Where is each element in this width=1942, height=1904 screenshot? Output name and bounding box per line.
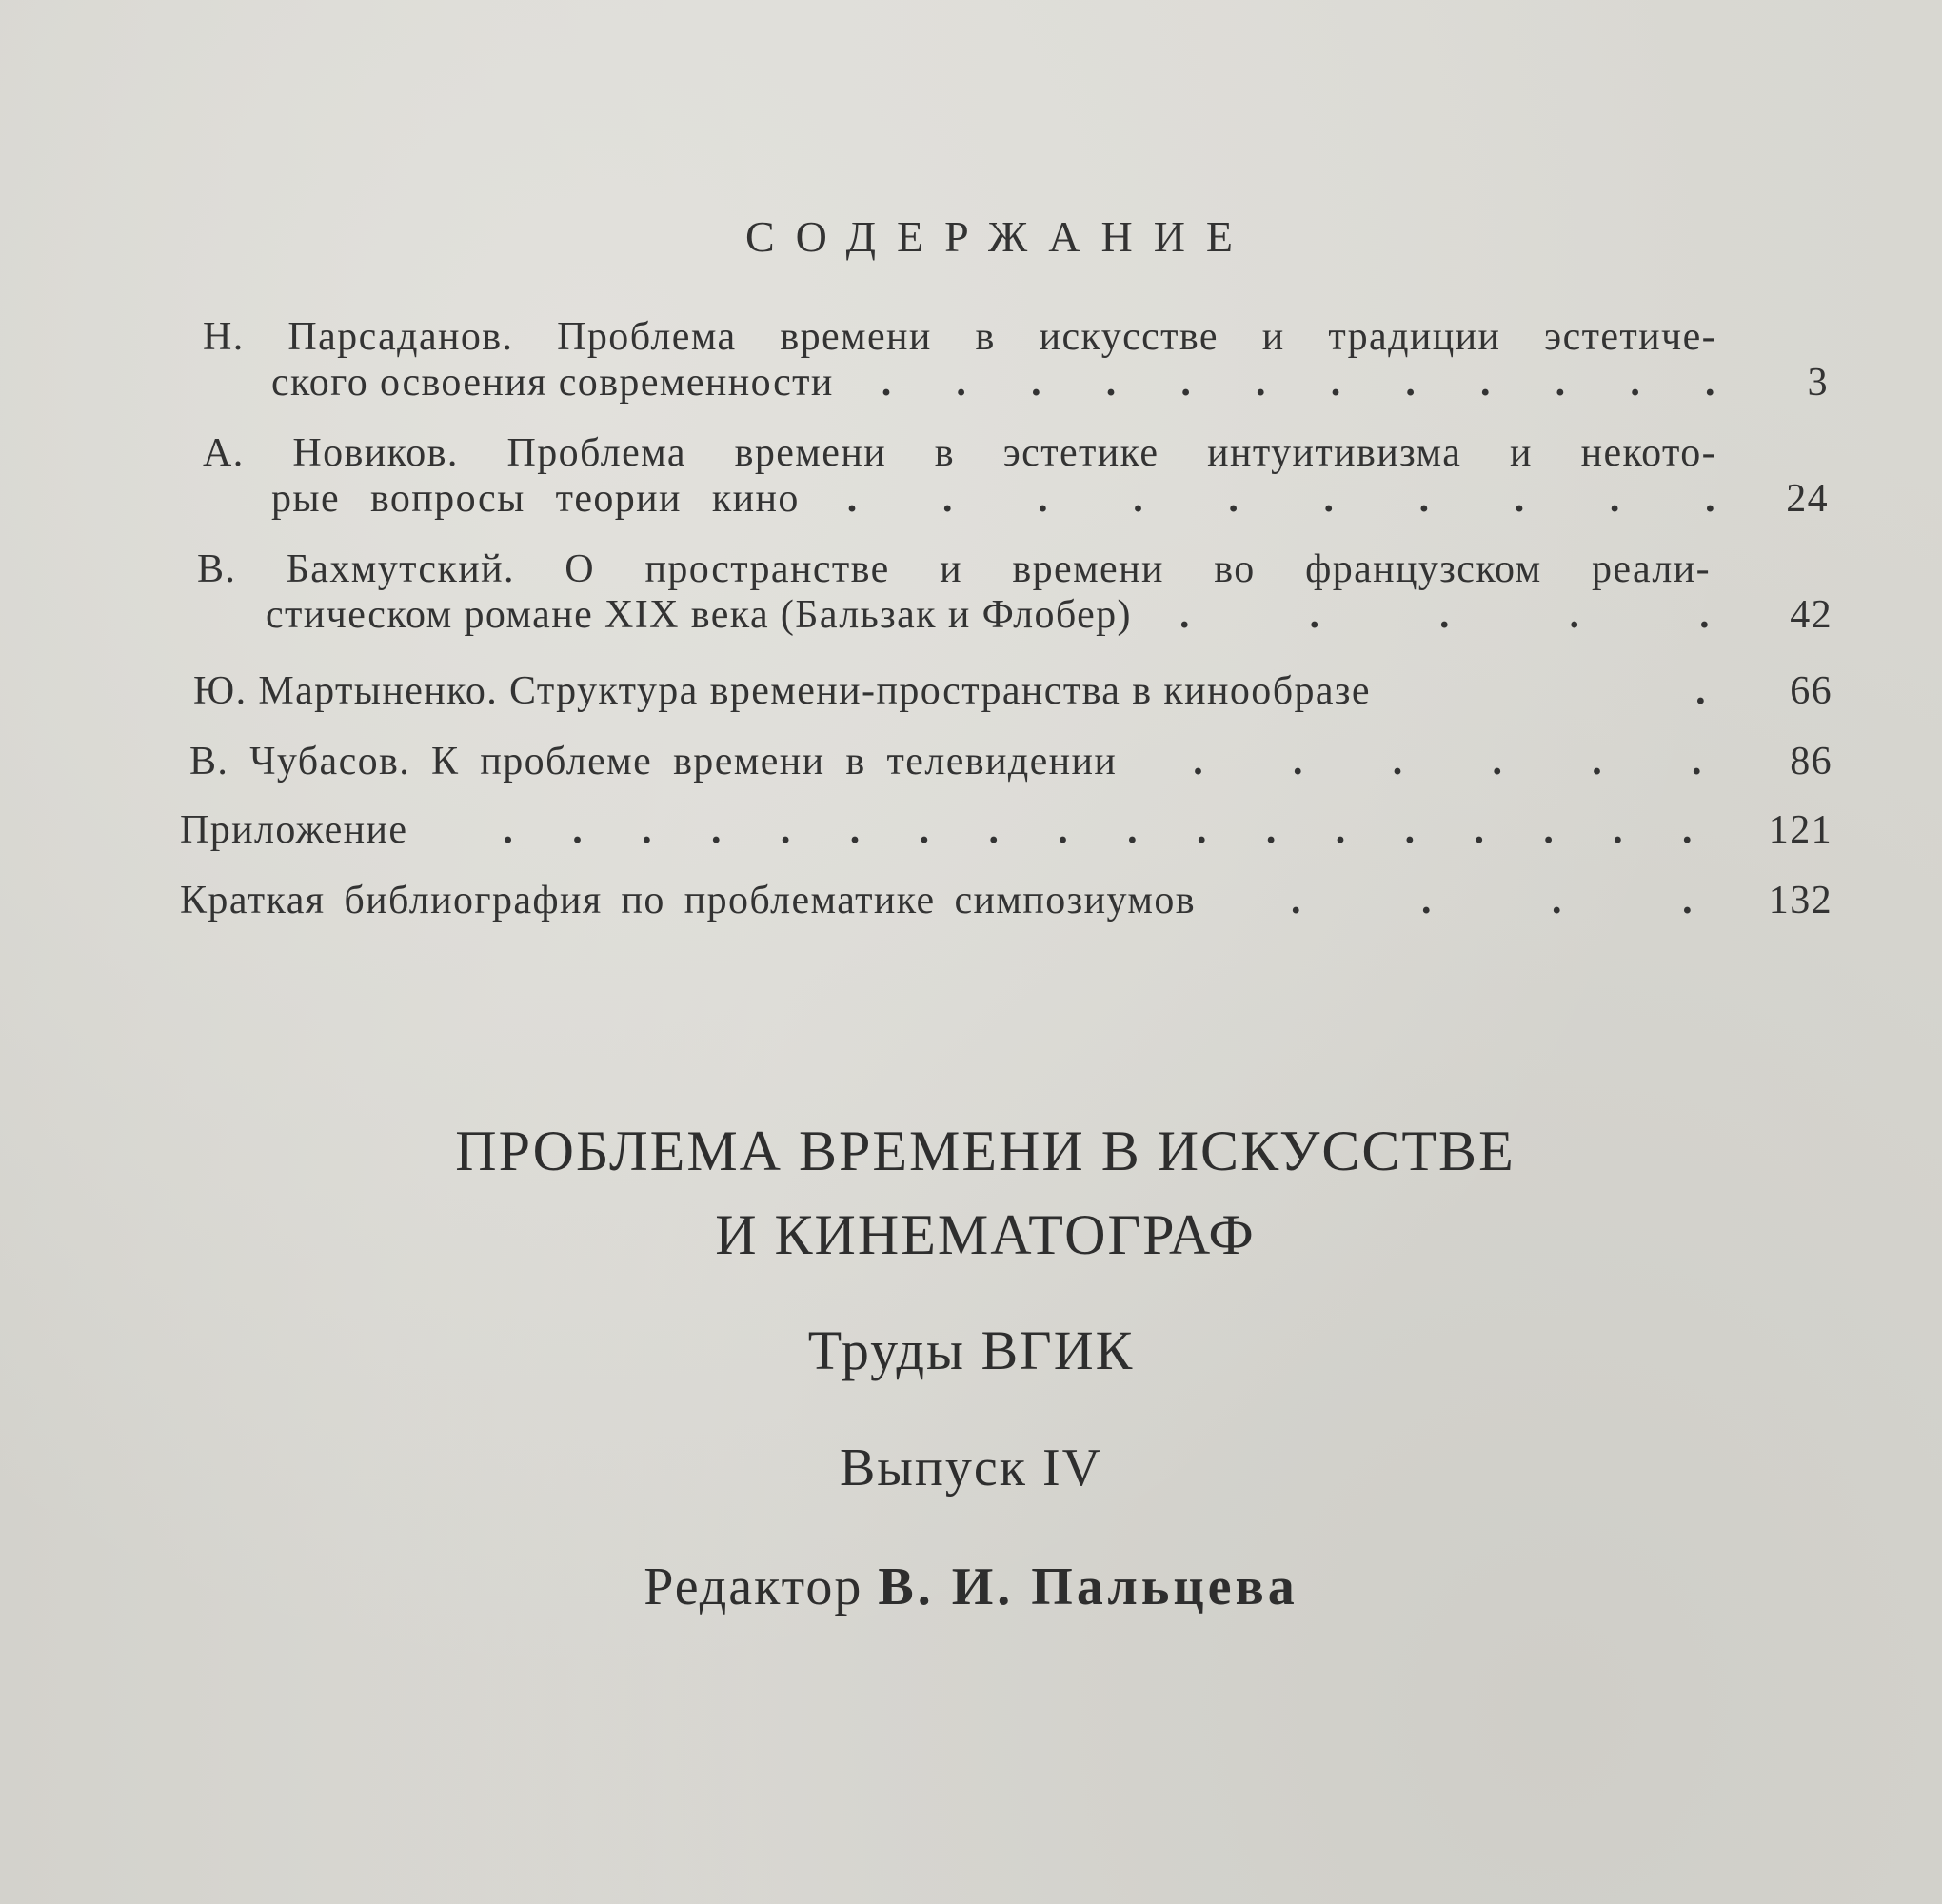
dot-leader: . . . . . . . . . . . . (881, 361, 1716, 405)
toc-page-number: 121 (1768, 808, 1833, 852)
dot-leader: . . . . . . . . . . (846, 477, 1716, 521)
toc-entry-text: стическом романе XIX века (Бальзак и Флобер) (266, 593, 1132, 637)
dot-leader: . . . . . . . . . . . . . . . . . . (503, 808, 1694, 852)
toc-entry-text: В. Чубасов. К проблеме времени в телевидении (189, 740, 1118, 783)
toc-page-number: 86 (1790, 740, 1833, 783)
toc-entry (180, 807, 1842, 853)
editor-label: Редактор (644, 1557, 863, 1616)
toc-entry-line1: В. Бахмутский. О пространстве и времени во французском реали- (197, 547, 1711, 591)
toc-entry-text: Ю. Мартыненко. Структура времени-пространства в кинообразе (193, 669, 1371, 713)
toc-entry (203, 314, 1842, 406)
toc-entry-text: Краткая библиография по проблематике симпозиумов (180, 879, 1196, 922)
toc-page-number: 3 (1807, 361, 1829, 405)
toc-entry (193, 668, 1842, 714)
toc-entry-line2 (203, 360, 1716, 406)
toc-page-number: 132 (1768, 879, 1833, 922)
toc-entry-line1: А. Новиков. Проблема времени в эстетике интуитивизма и некото- (203, 431, 1716, 475)
toc-entry-text: ского освоения современности (271, 361, 834, 405)
toc-entry-line2 (193, 668, 1707, 714)
toc-entry-line2 (197, 592, 1711, 638)
toc-entry-line1: Н. Парсаданов. Проблема времени в искусстве и традиции эстетиче- (203, 315, 1716, 359)
editor-name: В. И. Пальцева (878, 1557, 1298, 1616)
series-name: Труды ВГИК (807, 1319, 1135, 1381)
dot-leader: . . . . (1290, 879, 1694, 922)
toc-entry-line2 (180, 878, 1694, 923)
toc-page-number: 66 (1790, 669, 1833, 713)
dot-leader: . . . . . . (1193, 740, 1703, 783)
book-title (0, 1109, 1942, 1277)
book-title-line1: ПРОБЛЕМА ВРЕМЕНИ В ИСКУССТВЕ (455, 1120, 1516, 1182)
toc-heading: СОДЕРЖАНИЕ (744, 212, 1255, 261)
toc-page-number: 24 (1786, 477, 1829, 521)
editor-credit (0, 1557, 1942, 1617)
toc-entry (197, 546, 1842, 638)
toc-entry-line2 (203, 476, 1716, 522)
book-title-line2: И КИНЕМАТОГРАФ (715, 1203, 1256, 1266)
toc-entry (189, 739, 1842, 784)
dot-leader: . (1695, 669, 1707, 713)
toc-entry (203, 430, 1842, 522)
toc-entry-line2 (180, 807, 1694, 853)
toc-entry (180, 878, 1842, 923)
toc-entry-text: рые вопросы теории кино (271, 477, 800, 521)
dot-leader: . . . . . (1179, 593, 1711, 637)
toc-page-number: 42 (1790, 593, 1833, 637)
toc-entry-text: Приложение (180, 808, 408, 852)
toc-entry-line2 (189, 739, 1703, 784)
issue-number: Выпуск IV (839, 1438, 1103, 1497)
